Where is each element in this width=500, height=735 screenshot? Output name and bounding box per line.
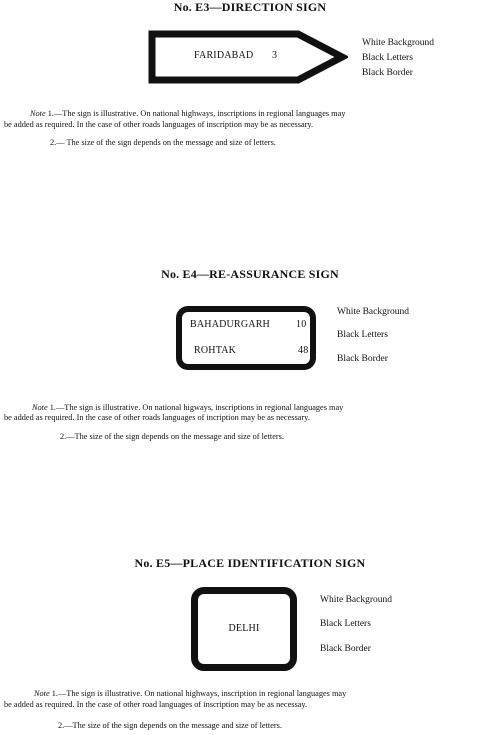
spec-border: Black Border [320, 644, 371, 654]
note-1-text: 1.—The sign is illustrative. On national higways, inscriptions in regional languages may [47, 403, 344, 412]
note-1 [34, 690, 346, 699]
note-1-continued: be added as required. In the case of other road languages of inscription may be as necessay. [4, 700, 308, 709]
section-title-e3: No. E3—DIRECTION SIGN [173, 0, 327, 14]
section-title-e4: No. E4—RE-ASSURANCE SIGN [161, 267, 339, 281]
spec-background: White Background [362, 38, 435, 48]
note-2: 2.—The size of the sign depends on the message and size of letters. [58, 721, 282, 730]
note-1-continued: be added as required. In the case of other roads languages of inscription may be as necessary. [4, 120, 314, 129]
spec-letters: Black Letters [362, 53, 413, 63]
sign-place-rohtak: ROHTAK [194, 345, 237, 356]
sign-distance-rohtak: 48 [298, 345, 309, 356]
reassurance-sign [176, 306, 316, 370]
spec-border: Black Border [362, 68, 413, 78]
spec-letters: Black Letters [337, 330, 388, 340]
sign-place-bahadurgarh: BAHADURGARH [190, 319, 270, 330]
spec-letters: Black Letters [320, 619, 371, 629]
sign-distance-bahadurgarh: 10 [296, 319, 307, 330]
note-label: Note [30, 109, 46, 118]
note-1 [30, 110, 345, 119]
note-2: 2.— The size of the sign depends on the message and size of letters. [50, 138, 276, 147]
spec-border: Black Border [337, 354, 388, 364]
note-label: Note [34, 689, 50, 698]
spec-background: White Background [320, 595, 393, 605]
note-label: Note [32, 403, 48, 412]
note-1-text: 1.—The sign is illustrative. On national highways, inscriptions in regional languages may [45, 109, 346, 118]
note-2: 2.—The size of the sign depends on the message and size of letters. [60, 432, 284, 441]
note-1 [32, 404, 343, 413]
spec-background: White Background [337, 307, 410, 317]
note-1-text: 1.—The sign is illustrative. On national highways, inscription in regional languages may [49, 689, 347, 698]
note-1-continued: be added as required. In the case of other roads languages of incription may be as necessary. [4, 413, 310, 422]
sign-distance-faridabad: 3 [272, 50, 278, 61]
section-title-e5: No. E5—PLACE IDENTIFICATION SIGN [134, 556, 366, 570]
sign-place-faridabad: FARIDABAD [194, 50, 254, 61]
sign-place-delhi: DELHI [228, 623, 260, 634]
